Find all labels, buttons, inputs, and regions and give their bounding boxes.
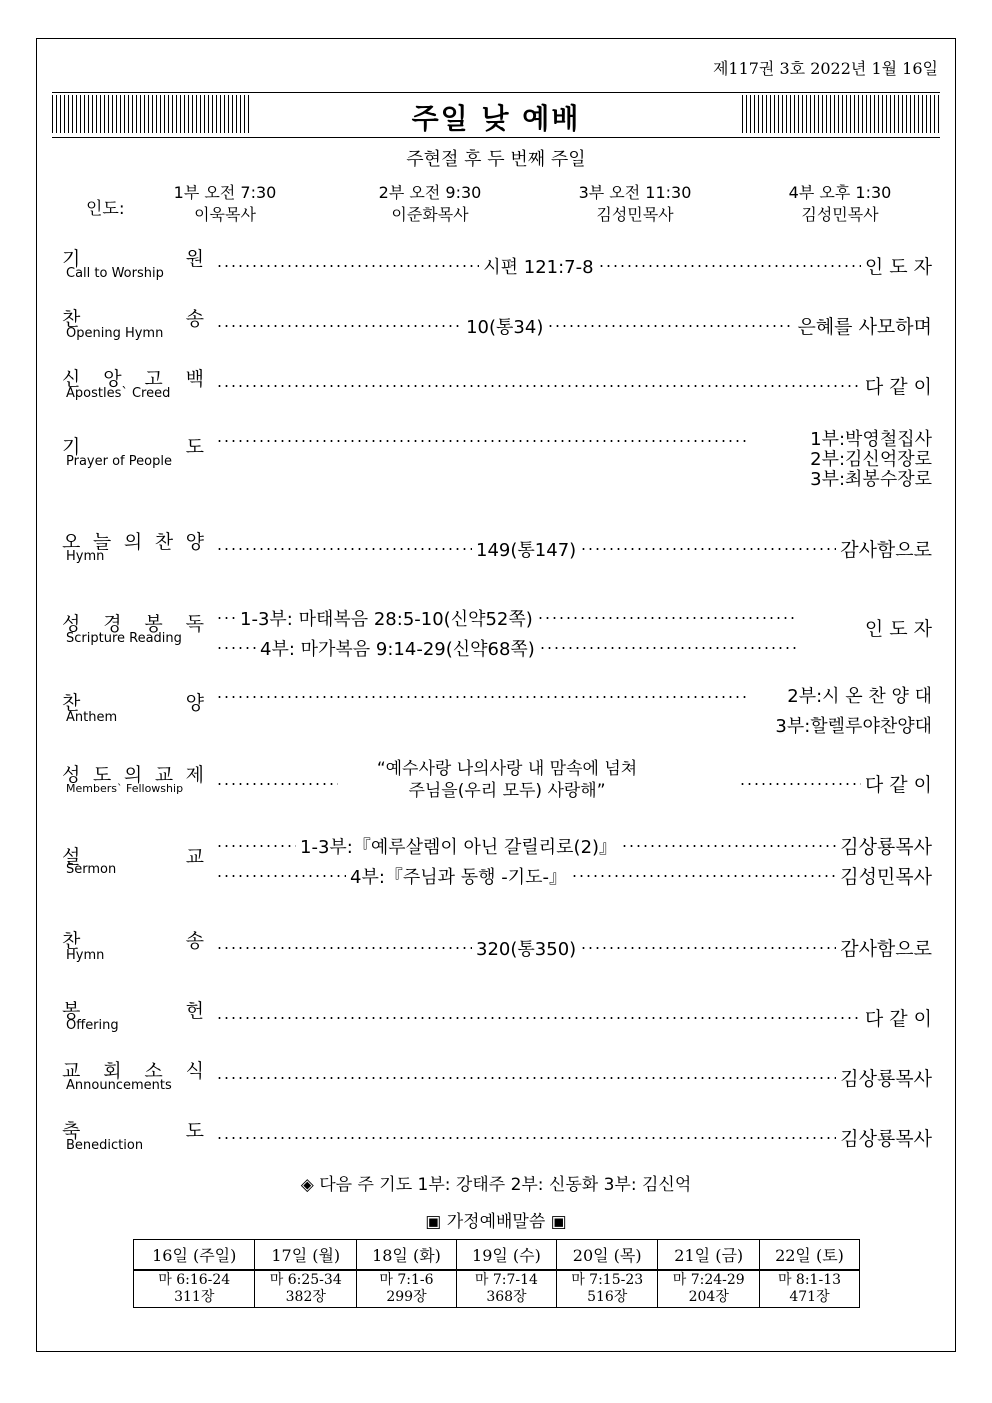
item-title-en: Offering [66, 1018, 119, 1033]
service-1 [170, 182, 280, 226]
dot-leader [216, 325, 462, 327]
dot-leader [216, 1077, 836, 1079]
next-week-prayer: ◈ 다음 주 기도 1부: 강태주 2부: 신동화 3부: 김신억 [300, 1175, 692, 1195]
item-title-en: Members` Fellowship [66, 782, 184, 795]
dot-leader [216, 1017, 861, 1019]
fellowship-song: “예수사랑 나의사랑 내 맘속에 넘쳐 주님을(우리 모두) 사랑해” [376, 759, 638, 801]
day-cell: 마 7:1-6 299장 [357, 1270, 457, 1308]
item-responsible: 다 같 이 [864, 376, 932, 398]
scripture-line-1: 1-3부: 마태복음 28:5-10(신약52쪽) [240, 609, 533, 630]
item-title-ko: 설 교 [62, 846, 204, 868]
service-leader: 이욱목사 [194, 205, 256, 224]
table-row [134, 1270, 860, 1308]
item-title-en: Hymn [66, 948, 105, 963]
dot-leader [216, 1137, 836, 1139]
title-bar [52, 92, 940, 138]
item-content: 시편 121:7-8 [483, 256, 594, 278]
item-responsible: 인 도 자 [864, 618, 932, 640]
family-worship-table [133, 1239, 860, 1308]
item-title-ko: 오 늘 의 찬 양 [62, 531, 204, 553]
prayer-leaders: 1부:박영철집사 2부:김신억장로 3부:최봉수장로 [810, 429, 932, 490]
dot-leader [216, 647, 256, 649]
service-time: 3부 오전 11:30 [578, 183, 692, 202]
item-title-en: Prayer of People [66, 454, 172, 469]
item-title-ko: 교 회 소 식 [62, 1060, 204, 1082]
item-responsible: 은혜를 사모하며 [797, 316, 932, 338]
service-4 [780, 182, 900, 226]
item-responsible: 감사함으로 [840, 539, 932, 561]
item-title-ko: 축 도 [62, 1120, 204, 1142]
service-time: 4부 오후 1:30 [788, 183, 892, 202]
preacher-1: 김상룡목사 [840, 836, 932, 858]
sermon-title-1: 1-3부:『예루살렘이 아닌 갈릴리로(2)』 [300, 836, 618, 858]
item-responsible: 김상룡목사 [840, 1068, 932, 1090]
dot-leader [216, 845, 296, 847]
item-content: 320(통350) [476, 938, 577, 960]
dot-leader [547, 325, 793, 327]
item-responsible: 인 도 자 [864, 256, 933, 278]
day-header: 18일 (화) [357, 1240, 457, 1271]
day-header: 22일 (토) [759, 1240, 859, 1271]
item-title-en: Scripture Reading [66, 631, 182, 646]
item-responsible: 다 같 이 [864, 774, 932, 796]
page-title: 주일 낮 예배 [411, 102, 581, 135]
item-title-ko: 성 도 의 교 제 [62, 764, 204, 786]
day-cell: 마 6:25-34 382장 [255, 1270, 357, 1308]
leaders-label: 인도: [86, 199, 125, 219]
dot-leader [621, 845, 836, 847]
service-time: 2부 오전 9:30 [378, 183, 482, 202]
subtitle: 주현절 후 두 번째 주일 [406, 149, 586, 170]
issue-info: 제117권 3호 2022년 1월 16일 [712, 59, 938, 78]
dot-leader [216, 617, 236, 619]
family-worship-caption: ▣ 가정예배말씀 ▣ [425, 1212, 567, 1232]
scripture-line-2: 4부: 마가복음 9:14-29(신약68쪽) [260, 639, 535, 660]
item-title-en: Call to Worship [66, 266, 164, 281]
item-title-ko: 찬 송 [62, 308, 204, 330]
day-header: 21일 (금) [658, 1240, 760, 1271]
item-content: 149(통147) [476, 539, 577, 561]
dot-leader [571, 875, 836, 877]
anthem-choirs: 2부:시 온 찬 양 대 3부:할렐루야찬양대 [775, 686, 932, 737]
item-title-ko: 봉 헌 [62, 1000, 204, 1022]
day-cell: 마 7:7-14 368장 [456, 1270, 556, 1308]
item-responsible: 다 같 이 [864, 1008, 932, 1030]
day-cell: 마 6:16-24 311장 [134, 1270, 255, 1308]
dot-leader [216, 696, 748, 698]
item-title-en: Anthem [66, 710, 118, 725]
dot-leader [216, 440, 746, 442]
dot-leader [537, 617, 798, 619]
service-leader: 김성민목사 [801, 205, 879, 224]
dot-leader [216, 947, 472, 949]
day-header: 19일 (수) [456, 1240, 556, 1271]
day-cell: 마 7:24-29 204장 [658, 1270, 760, 1308]
item-title-ko: 성 경 봉 독 [62, 613, 204, 635]
item-title-ko: 찬 송 [62, 930, 204, 952]
service-3 [575, 182, 695, 226]
day-cell: 마 8:1-13 471장 [759, 1270, 859, 1308]
service-time: 1부 오전 7:30 [173, 183, 277, 202]
table-header-row [134, 1240, 860, 1271]
day-cell: 마 7:15-23 516장 [556, 1270, 658, 1308]
preacher-2: 김성민목사 [840, 866, 932, 888]
dot-leader [598, 265, 861, 267]
service-leader: 이준화목사 [391, 205, 469, 224]
item-title-en: Hymn [66, 549, 105, 564]
dot-leader [580, 548, 836, 550]
sermon-title-2: 4부:『주님과 동행 -기도-』 [350, 866, 568, 888]
item-responsible: 김상룡목사 [840, 1128, 932, 1150]
item-title-ko: 기 도 [62, 436, 204, 458]
dot-leader [216, 875, 346, 877]
day-header: 17일 (월) [255, 1240, 357, 1271]
item-title-ko: 신 앙 고 백 [62, 368, 204, 390]
day-header: 16일 (주일) [134, 1240, 255, 1271]
item-title-ko: 찬 양 [62, 692, 204, 714]
service-2 [370, 182, 490, 226]
day-header: 20일 (목) [556, 1240, 658, 1271]
item-title-en: Announcements [66, 1078, 172, 1093]
dot-leader [216, 783, 338, 785]
dot-leader [580, 947, 836, 949]
service-leader: 김성민목사 [596, 205, 674, 224]
item-title-en: Benediction [66, 1138, 144, 1153]
dot-leader [216, 385, 861, 387]
item-title-en: Opening Hymn [66, 326, 164, 341]
item-title-en: Sermon [66, 862, 117, 877]
dot-leader [216, 548, 472, 550]
item-responsible: 감사함으로 [840, 938, 932, 960]
dot-leader [216, 265, 479, 267]
dot-leader [739, 783, 861, 785]
item-content: 10(통34) [466, 316, 544, 338]
item-title-ko: 기 원 [62, 248, 204, 270]
dot-leader [539, 647, 798, 649]
item-title-en: Apostles` Creed [66, 386, 171, 401]
hatch-right [742, 95, 940, 133]
